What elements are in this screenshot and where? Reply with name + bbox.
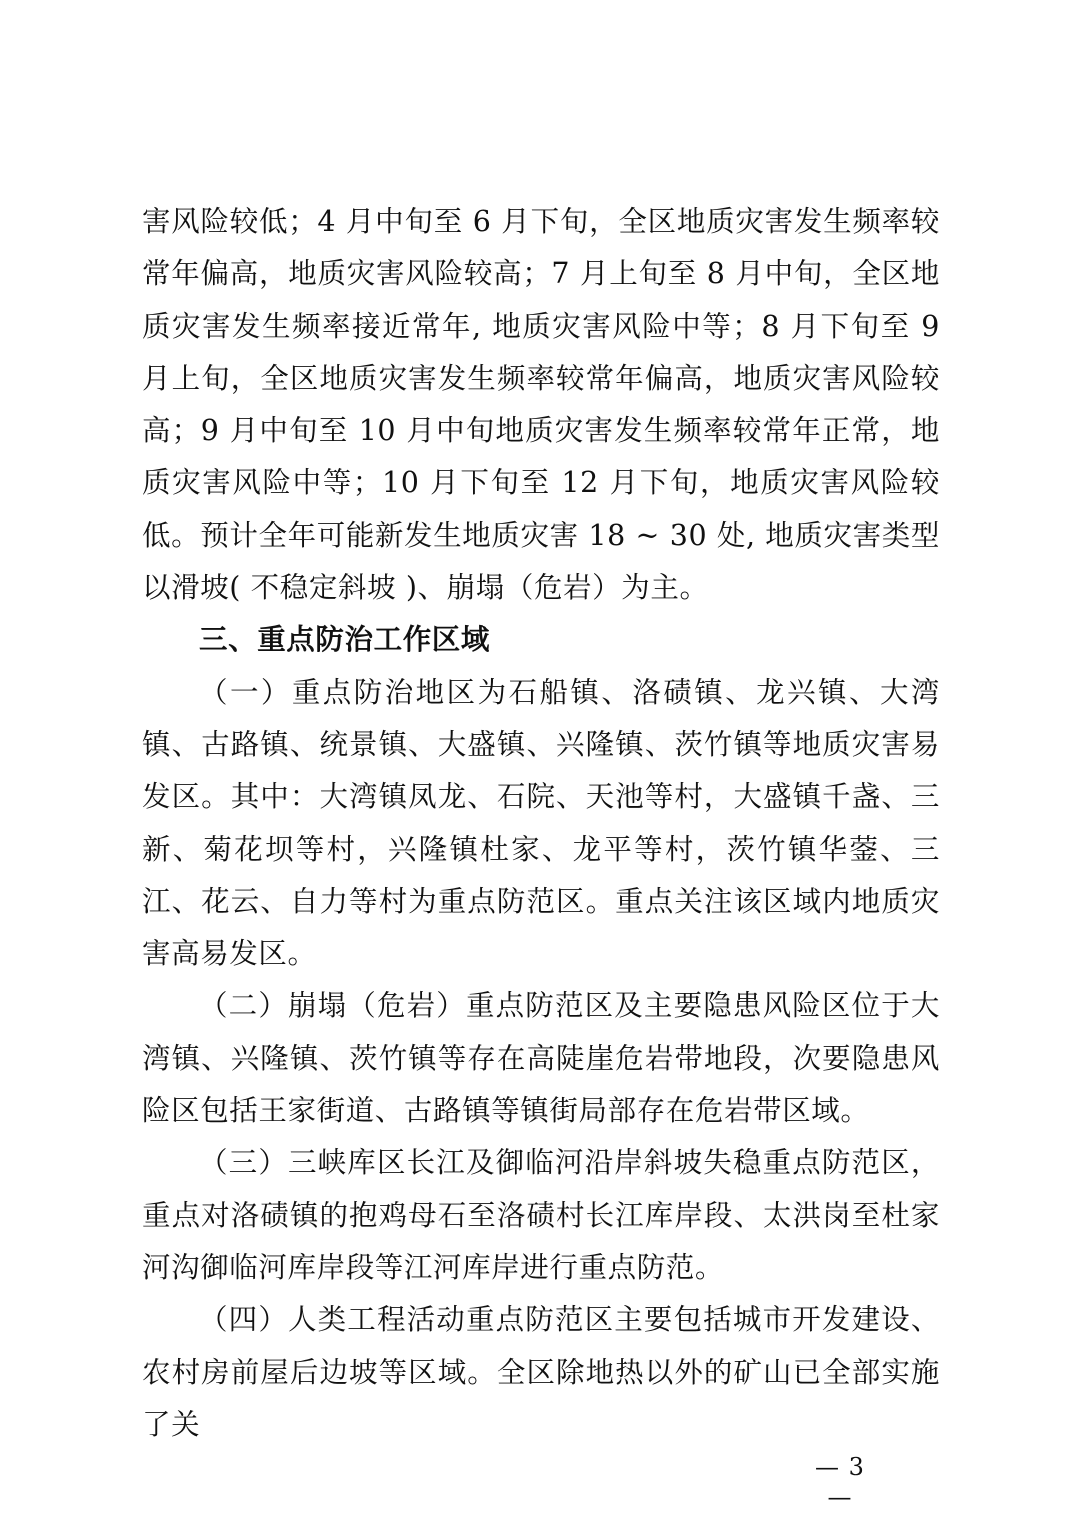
page-number: — 3 — [815, 1453, 865, 1511]
paragraph-human-engineering-zones: （四）人类工程活动重点防范区主要包括城市开发建设、农村房前屋后边坡等区域。全区除地热以外的矿山已全部实施了关 [142, 1303, 940, 1441]
paragraph-collapse-zones: （二）崩塌（危岩）重点防范区及主要隐患风险区位于大湾镇、兴隆镇、茨竹镇等存在高陡崖危岩带地段，次要隐患风险区包括王家街道、古路镇等镇街局部存在危岩带区域。 [142, 989, 940, 1128]
paragraph-risk-forecast: 害风险较低；4 月中旬至 6 月下旬，全区地质灾害发生频率较常年偏高，地质灾害风险较高；7 月上旬至 8 月中旬，全区地质灾害发生频率接近常年, 地质灾害风险中等；8 月下旬至 9 月上旬，全区地质灾害发生频率较常年偏高，地质灾害风险较高；9 月中旬至 10 月中旬地质灾害发生频率较常年正常，地质灾害风险中等；10 月下旬至 12 月下旬，地质灾害风险较低。预计全年可能新发生地质灾害 18 ~ 30 处, 地质灾害类型以滑坡( 不稳定斜坡 )、崩塌（危岩）为主。 [142, 205, 940, 605]
body-text [142, 196, 940, 1451]
section-heading-key-areas: 三、重点防治工作区域 [199, 623, 491, 657]
paragraph-reservoir-bank-zones: （三）三峡库区长江及御临河沿岸斜坡失稳重点防范区，重点对洛碛镇的抱鸡母石至洛碛村长江库岸段、太洪岗至杜家河沟御临河库岸段等江河库岸进行重点防范。 [142, 1146, 940, 1284]
paragraph-key-prevention-areas: （一）重点防治地区为石船镇、洛碛镇、龙兴镇、大湾镇、古路镇、统景镇、大盛镇、兴隆镇、茨竹镇等地质灾害易发区。其中：大湾镇凤龙、石院、天池等村，大盛镇千盏、三新、菊花坝等村，兴隆镇杜家、龙平等村，茨竹镇华蓥、三江、花云、自力等村为重点防范区。重点关注该区域内地质灾害高易发区。 [142, 675, 940, 971]
